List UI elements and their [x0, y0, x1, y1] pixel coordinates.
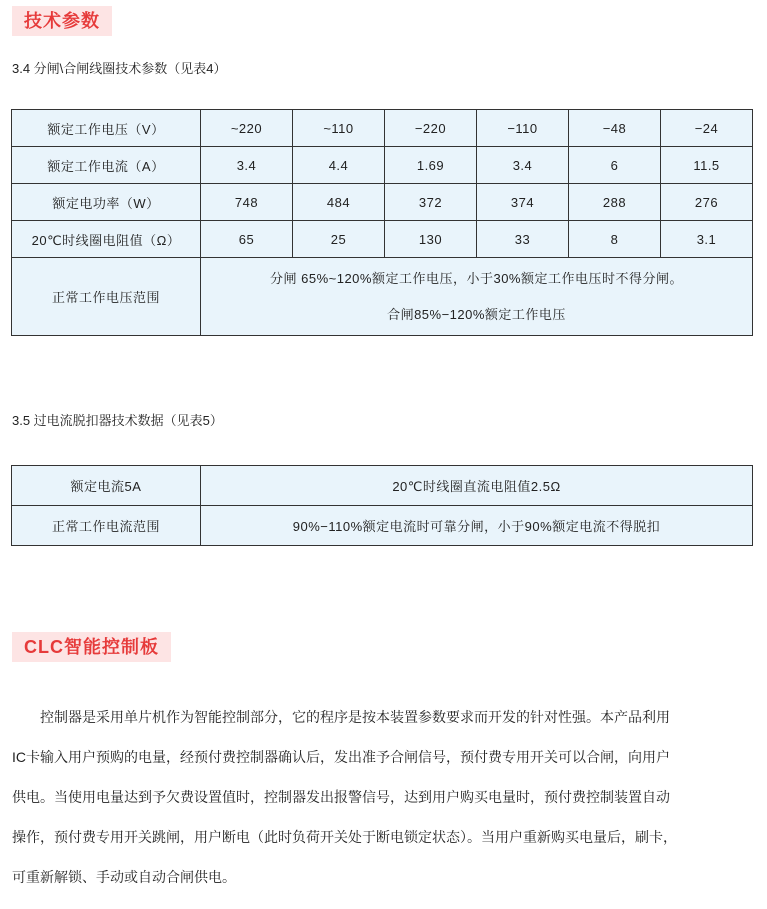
table-cell: 288: [569, 184, 661, 221]
table-cell: −24: [661, 110, 753, 147]
row-label: 额定工作电流（A）: [12, 147, 201, 184]
table5-overcurrent-data: [11, 465, 753, 546]
table4-caption: 3.4 分闸\合闸线圈技术参数（见表4）: [12, 61, 227, 76]
table-cell: ~110: [293, 110, 385, 147]
section-title-tech-params: 技术参数: [12, 6, 112, 36]
table-cell: 4.4: [293, 147, 385, 184]
table-cell: 484: [293, 184, 385, 221]
table-row: [12, 506, 753, 546]
table-cell: −220: [385, 110, 477, 147]
table-cell: 11.5: [661, 147, 753, 184]
paragraph-line: 操作，预付费专用开关跳闸，用户断电（此时负荷开关处于断电锁定状态）。当用户重新购买电量后，刷卡，: [12, 829, 677, 845]
table4-coil-params: [11, 109, 753, 336]
row-label: 额定工作电压（V）: [12, 110, 201, 147]
table-cell: 748: [201, 184, 293, 221]
table5-caption: 3.5 过电流脱扣器技术数据（见表5）: [12, 413, 223, 428]
table-cell: 3.1: [661, 221, 753, 258]
table-row: [12, 466, 753, 506]
table-row: [12, 110, 753, 147]
table-cell: 6: [569, 147, 661, 184]
table-cell: 33: [477, 221, 569, 258]
table-cell: 25: [293, 221, 385, 258]
close-range-text: 合闸85%−120%额定工作电压: [387, 306, 566, 322]
table-cell: −48: [569, 110, 661, 147]
table-cell: 3.4: [201, 147, 293, 184]
table-cell: 1.69: [385, 147, 477, 184]
table-row: [12, 221, 753, 258]
section-title-clc-board: CLC智能控制板: [12, 632, 171, 662]
table-cell: ~220: [201, 110, 293, 147]
table-row: [12, 184, 753, 221]
table-cell: 276: [661, 184, 753, 221]
table-cell: −110: [477, 110, 569, 147]
table-cell: 65: [201, 221, 293, 258]
table-row: [12, 147, 753, 184]
row-label: 正常工作电压范围: [12, 258, 201, 336]
table-cell: 90%−110%额定电流时可靠分闸，小于90%额定电流不得脱扣: [201, 506, 753, 546]
table-cell: 3.4: [477, 147, 569, 184]
table-row: [12, 258, 753, 336]
row-label: 20℃时线圈电阻值（Ω）: [12, 221, 201, 258]
paragraph-line: IC卡输入用户预购的电量，经预付费控制器确认后，发出准予合闸信号，预付费专用开关可以合闸，向用户: [12, 749, 670, 765]
table-cell: 20℃时线圈直流电阻值2.5Ω: [201, 466, 753, 506]
row-label: 正常工作电流范围: [12, 506, 201, 546]
clc-description: [12, 697, 757, 897]
paragraph-line: 供电。当使用电量达到予欠费设置值时，控制器发出报警信号，达到用户购买电量时，预付费控制装置自动: [12, 789, 670, 805]
paragraph-line: 控制器是采用单片机作为智能控制部分，它的程序是按本装置参数要求而开发的针对性强。本产品利用: [40, 709, 670, 725]
voltage-range-cell: [201, 258, 753, 336]
table-cell: 374: [477, 184, 569, 221]
table-cell: 130: [385, 221, 477, 258]
row-label: 额定电流5A: [12, 466, 201, 506]
row-label: 额定电功率（W）: [12, 184, 201, 221]
table-cell: 372: [385, 184, 477, 221]
open-range-text: 分闸 65%~120%额定工作电压，小于30%额定工作电压时不得分闸。: [270, 270, 683, 286]
paragraph-line: 可重新解锁、手动或自动合闸供电。: [12, 869, 236, 885]
table-cell: 8: [569, 221, 661, 258]
